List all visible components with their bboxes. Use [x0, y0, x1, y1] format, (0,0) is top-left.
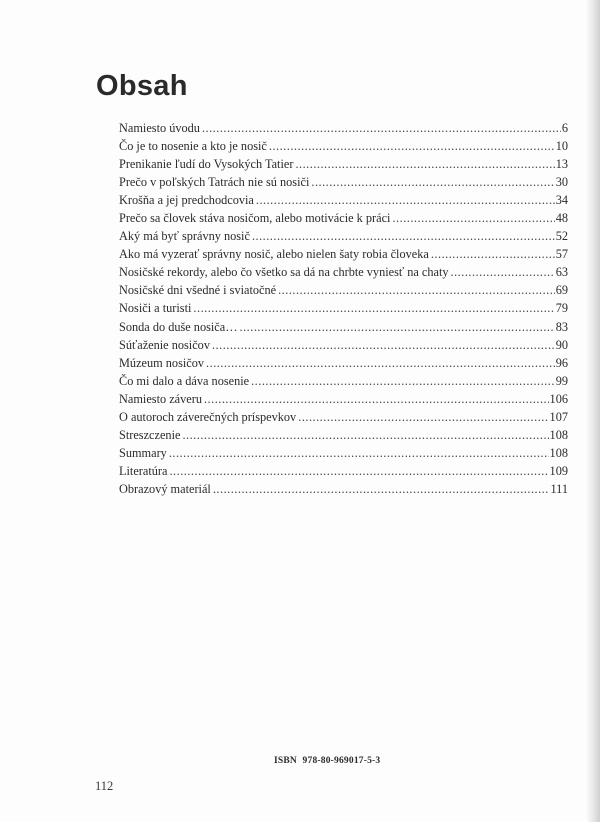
toc-entry [119, 390, 568, 408]
toc-entry [119, 209, 568, 227]
toc-entry-page: 52 [555, 229, 568, 244]
toc-entry-title: Nosiči a turisti [119, 301, 192, 316]
toc-entry-title: Nosičské dni všedné i sviatočné [119, 283, 277, 298]
toc-entry [119, 444, 568, 462]
toc-entry-title: Čo mi dalo a dáva nosenie [119, 373, 250, 388]
toc-entry-page: 107 [549, 409, 568, 424]
toc-entry-page: 83 [555, 319, 568, 334]
toc-entry [119, 281, 568, 299]
toc-entry-title: Čo je to nosenie a kto je nosič [119, 139, 267, 154]
toc-entry [119, 119, 568, 137]
toc-entry-title: Streszczenie [119, 427, 181, 442]
toc-entry-title: Obrazový materiál [119, 481, 211, 496]
toc-entry [119, 191, 568, 209]
toc-entry-title: Nosičské rekordy, alebo čo všetko sa dá na chrbte vyniesť na chaty [119, 265, 449, 280]
dot-leader [213, 480, 550, 498]
dot-leader [278, 281, 555, 299]
toc-entry [119, 173, 568, 191]
dot-leader [240, 318, 555, 336]
dot-leader [311, 173, 554, 191]
dot-leader [451, 263, 555, 281]
toc-entry-page: 69 [555, 283, 568, 298]
toc-entry [119, 263, 568, 281]
toc-entry-page: 109 [549, 463, 568, 478]
page-edge-shadow [586, 0, 600, 822]
table-of-contents [119, 119, 568, 498]
dot-leader [193, 299, 554, 317]
toc-entry-title: O autoroch záverečných príspevkov [119, 409, 297, 424]
toc-entry-title: Summary [119, 445, 167, 460]
dot-leader [251, 372, 555, 390]
toc-entry-title: Namiesto záveru [119, 391, 202, 406]
toc-entry-title: Aký má byť správny nosič [119, 229, 250, 244]
dot-leader [202, 119, 561, 137]
dot-leader [431, 245, 555, 263]
toc-entry-title: Krošňa a jej predchodcovia [119, 193, 254, 208]
dot-leader [204, 390, 549, 408]
toc-entry [119, 318, 568, 336]
toc-entry [119, 227, 568, 245]
toc-entry-page: 99 [555, 373, 568, 388]
toc-entry [119, 354, 568, 372]
toc-entry [119, 155, 568, 173]
dot-leader [392, 209, 554, 227]
toc-entry-page: 90 [555, 337, 568, 352]
toc-entry-title: Múzeum nosičov [119, 355, 205, 370]
toc-entry [119, 336, 568, 354]
dot-leader [169, 444, 549, 462]
dot-leader [298, 408, 548, 426]
toc-entry-page: 34 [555, 193, 568, 208]
toc-entry [119, 137, 568, 155]
page-title: Obsah [96, 70, 188, 102]
toc-entry-title: Sonda do duše nosiča… [119, 319, 238, 334]
toc-entry [119, 426, 568, 444]
toc-entry-page: 63 [555, 265, 568, 280]
toc-entry [119, 372, 568, 390]
toc-entry-title: Súťaženie nosičov [119, 337, 210, 352]
toc-entry-title: Namiesto úvodu [119, 121, 200, 135]
toc-entry [119, 408, 568, 426]
page-number: 112 [95, 779, 114, 793]
toc-entry-page: 48 [555, 211, 568, 226]
toc-entry-page: 57 [555, 247, 568, 262]
toc-entry-title: Ako má vyzerať správny nosič, alebo nielen šaty robia človeka [119, 247, 429, 262]
toc-entry [119, 480, 568, 498]
dot-leader [212, 336, 555, 354]
toc-entry-page: 106 [549, 391, 568, 406]
toc-entry-title: Prenikanie ľudí do Vysokých Tatier [119, 157, 294, 172]
isbn-number: ISBN 978-80-969017-5-3 [274, 756, 381, 766]
toc-entry-page: 10 [555, 139, 568, 154]
dot-leader [169, 462, 548, 480]
dot-leader [295, 155, 554, 173]
toc-entry-page: 13 [555, 157, 568, 172]
dot-leader [256, 191, 555, 209]
toc-entry [119, 462, 568, 480]
dot-leader [269, 137, 555, 155]
toc-entry-title: Prečo sa človek stáva nosičom, alebo motivácie k práci [119, 211, 391, 226]
toc-entry-page: 108 [549, 445, 568, 460]
toc-entry [119, 245, 568, 263]
toc-entry-page: 79 [555, 301, 568, 316]
toc-entry-page: 30 [555, 175, 568, 190]
dot-leader [252, 227, 555, 245]
toc-entry-title: Prečo v poľských Tatrách nie sú nosiči [119, 175, 310, 190]
toc-entry-page: 108 [549, 427, 568, 442]
toc-entry-page: 111 [550, 481, 568, 496]
toc-entry-page: 96 [555, 355, 568, 370]
toc-entry-title: Literatúra [119, 463, 168, 478]
toc-entry-page: 6 [561, 121, 568, 135]
dot-leader [206, 354, 555, 372]
dot-leader [182, 426, 548, 444]
toc-entry [119, 299, 568, 317]
